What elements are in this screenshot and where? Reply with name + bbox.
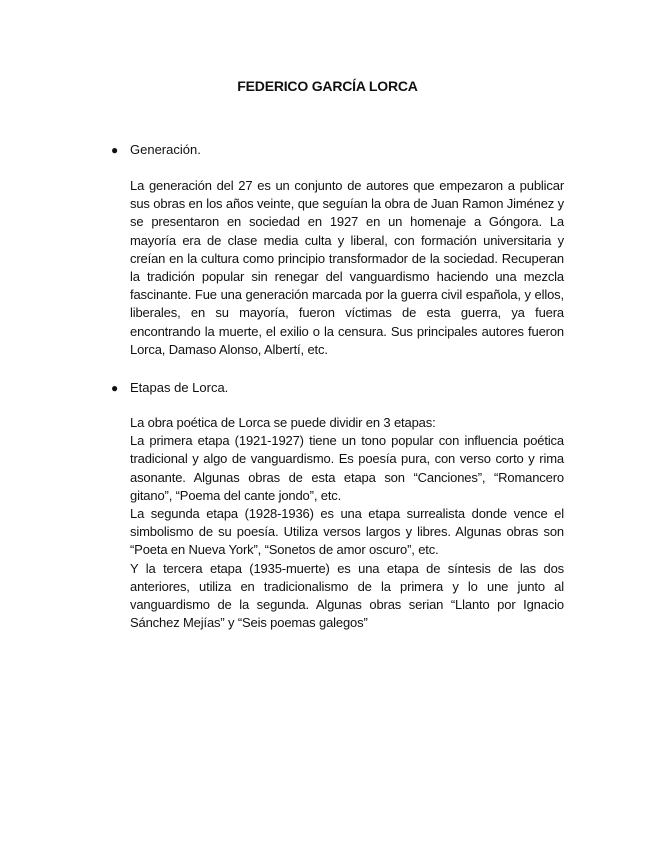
section-heading-generacion <box>111 141 201 159</box>
section-body-etapas <box>130 414 564 632</box>
bullet-icon: ● <box>111 381 119 395</box>
document-title: FEDERICO GARCÍA LORCA <box>237 78 418 94</box>
paragraph: La primera etapa (1921-1927) tiene un tono popular con influencia poética tradicional y algo de vanguardismo. Es poesía pura, con verso corto y rima asonante. Algunas obras de esta etapa son “Canciones”, “Romancero gitano”, “Poema del cante jondo”, etc. <box>130 433 564 503</box>
section-heading-label: Etapas de Lorca. <box>130 380 229 395</box>
paragraph: La segunda etapa (1928-1936) es una etapa surrealista donde vence el simbolismo de su poesía. Utiliza versos largos y libres. Algunas obras son “Poeta en Nueva York”, “Sonetos de amor oscuro”, etc. <box>130 506 564 558</box>
section-body-generacion <box>130 177 564 359</box>
section-heading-etapas <box>111 379 228 397</box>
section-heading-label: Generación. <box>130 142 201 157</box>
paragraph: Y la tercera etapa (1935-muerte) es una etapa de síntesis de las dos anteriores, utiliza en tradicionalismo de la primera y lo une junto al vanguardismo de la segunda. Algunas obras serian “Llanto por Ignacio Sánchez Mejías” y “Seis poemas galegos” <box>130 560 564 631</box>
paragraph: La generación del 27 es un conjunto de autores que empezaron a publicar sus obras en los años veinte, que seguían la obra de Juan Ramon Jiménez y se presentaron en sociedad en 1927 en un homenaje a Góngora. La mayoría era de clase media culta y liberal, con formación universitaria y creían en la cultura como principio transformador de la sociedad. Recuperan la tradición popular sin renegar del vanguardismo haciendo una mezcla fascinante. Fue una generación marcada por la guerra civil española, y ellos, liberales, en su mayoría, fueron víctimas de esta guerra, ya fuera encontrando la muerte, el exilio o la censura. Sus principales autores fueron Lorca, Damaso Alonso, Albertí, etc. <box>130 178 564 357</box>
bullet-icon: ● <box>111 143 119 157</box>
paragraph: La obra poética de Lorca se puede dividir en 3 etapas: <box>130 415 436 430</box>
